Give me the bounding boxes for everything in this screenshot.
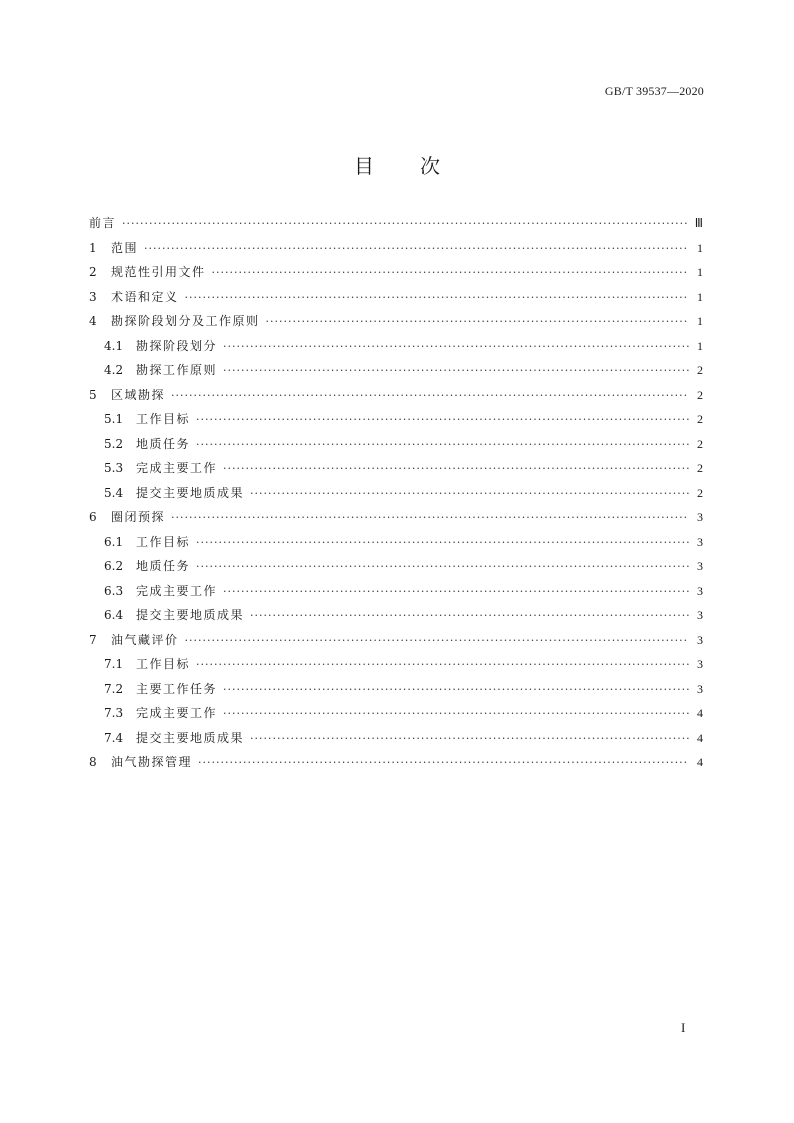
toc-entry[interactable] [89,361,703,386]
toc-entry-number: 2 [89,265,97,279]
toc-entry-number: 5 [89,387,97,402]
toc-leader-dots [122,217,689,230]
toc-entry-number: 8 [89,755,97,769]
toc-leader-dots [196,560,689,573]
toc-entry[interactable] [89,508,703,533]
toc-entry[interactable] [89,263,703,288]
toc-entry-number: 4.2 [104,363,124,377]
toc-entry-number: 6.3 [104,583,124,598]
toc-leader-dots [223,585,689,598]
toc-entry[interactable] [89,312,703,337]
toc-leader-dots [185,634,689,647]
toc-entry-label: 完成主要工作 [136,706,218,720]
toc-entry-label: 范围 [111,240,139,255]
toc-entry-number: 3 [89,289,97,304]
toc-entry[interactable] [89,459,703,484]
page-number: I [681,1020,686,1035]
toc-entry[interactable] [89,680,703,705]
toc-entry-number: 7 [89,632,97,647]
toc-entry-page: 2 [697,387,703,402]
toc-leader-dots [250,609,689,622]
toc-entry-number: 6.2 [104,559,124,573]
toc-entry[interactable] [89,753,703,778]
toc-entry-page: 3 [697,608,703,622]
toc-entry-page: 3 [697,559,703,573]
toc-entry-label: 勘探阶段划分 [136,338,218,353]
toc-entry-page: 2 [697,461,703,475]
toc-entry-page: 1 [697,289,703,304]
toc-entry-label: 完成主要工作 [136,461,218,475]
toc-entry-number: 6.1 [104,534,124,549]
toc-entry[interactable] [89,606,703,631]
toc-leader-dots [266,315,689,328]
toc-leader-dots [250,487,689,500]
table-of-contents [89,214,703,778]
toc-leader-dots [223,707,689,720]
toc-entry-label: 地质任务 [136,436,191,451]
toc-leader-dots [223,462,689,475]
toc-entry-page: Ⅲ [694,216,703,230]
toc-entry-label: 术语和定义 [111,289,179,304]
toc-leader-dots [196,536,689,549]
toc-entry[interactable] [89,288,703,313]
toc-entry-number: 7.4 [104,730,124,745]
toc-entry-label: 圈闭预探 [111,510,166,524]
toc-entry-page: 1 [697,240,703,255]
toc-leader-dots [144,242,689,255]
toc-entry-page: 3 [697,657,703,671]
toc-leader-dots [223,683,689,696]
toc-entry-label: 勘探工作原则 [136,363,218,377]
toc-entry-page: 1 [697,265,703,279]
toc-entry[interactable] [89,435,703,460]
toc-leader-dots [171,389,689,402]
toc-entry[interactable] [89,337,703,362]
toc-leader-dots [196,438,689,451]
toc-entry[interactable] [89,631,703,656]
toc-leader-dots [223,340,689,353]
toc-leader-dots [196,413,689,426]
toc-leader-dots [185,291,689,304]
toc-entry[interactable] [89,410,703,435]
toc-entry[interactable] [89,582,703,607]
toc-entry-number: 5.2 [104,436,124,451]
toc-entry-number: 7.2 [104,681,124,696]
toc-entry-label: 地质任务 [136,559,191,573]
title-char-2: 次 [420,154,440,178]
toc-entry-number: 6 [89,510,97,524]
toc-entry-page: 1 [697,338,703,353]
toc-entry-page: 1 [697,314,703,328]
toc-entry[interactable] [89,386,703,411]
toc-entry-page: 3 [697,583,703,598]
toc-entry-label: 区域勘探 [111,387,166,402]
page-title [0,150,794,179]
toc-entry-page: 2 [697,436,703,451]
toc-entry-label: 油气勘探管理 [111,755,193,769]
toc-entry-label: 规范性引用文件 [111,265,206,279]
toc-entry-page: 3 [697,510,703,524]
toc-leader-dots [223,364,689,377]
toc-entry-number: 5.4 [104,485,124,500]
toc-entry[interactable] [89,557,703,582]
toc-entry-page: 2 [697,363,703,377]
toc-entry-page: 4 [697,730,703,745]
toc-entry[interactable] [89,729,703,754]
toc-entry-page: 2 [697,412,703,426]
toc-entry-number: 1 [89,240,97,255]
toc-entry-number: 6.4 [104,608,124,622]
toc-entry-number: 5.3 [104,461,124,475]
toc-leader-dots [250,732,689,745]
toc-entry-page: 2 [697,485,703,500]
toc-entry-page: 4 [697,755,703,769]
toc-entry-label: 勘探阶段划分及工作原则 [111,314,260,328]
toc-entry[interactable] [89,533,703,558]
toc-entry-page: 3 [697,632,703,647]
toc-entry[interactable] [89,655,703,680]
toc-entry-number: 7.1 [104,657,124,671]
toc-entry-label: 前言 [89,216,117,230]
toc-entry-label: 主要工作任务 [136,681,218,696]
title-char-1: 目 [354,154,374,178]
toc-entry[interactable] [89,214,703,239]
toc-entry-number: 4.1 [104,338,124,353]
toc-entry[interactable] [89,239,703,264]
toc-entry-label: 提交主要地质成果 [136,608,245,622]
toc-entry-label: 工作目标 [136,534,191,549]
toc-entry-label: 提交主要地质成果 [136,730,245,745]
standard-code: GB/T 39537—2020 [604,84,704,98]
toc-entry-label: 工作目标 [136,657,191,671]
toc-entry[interactable] [89,484,703,509]
toc-entry-page: 4 [697,706,703,720]
toc-entry-label: 工作目标 [136,412,191,426]
toc-entry-label: 提交主要地质成果 [136,485,245,500]
toc-entry-number: 7.3 [104,706,124,720]
toc-entry[interactable] [89,704,703,729]
toc-leader-dots [198,756,689,769]
toc-leader-dots [212,266,689,279]
toc-entry-number: 4 [89,314,97,328]
toc-entry-page: 3 [697,681,703,696]
toc-entry-page: 3 [697,534,703,549]
toc-entry-number: 5.1 [104,412,124,426]
toc-leader-dots [196,658,689,671]
toc-entry-label: 油气藏评价 [111,632,179,647]
toc-leader-dots [171,511,689,524]
toc-entry-label: 完成主要工作 [136,583,218,598]
